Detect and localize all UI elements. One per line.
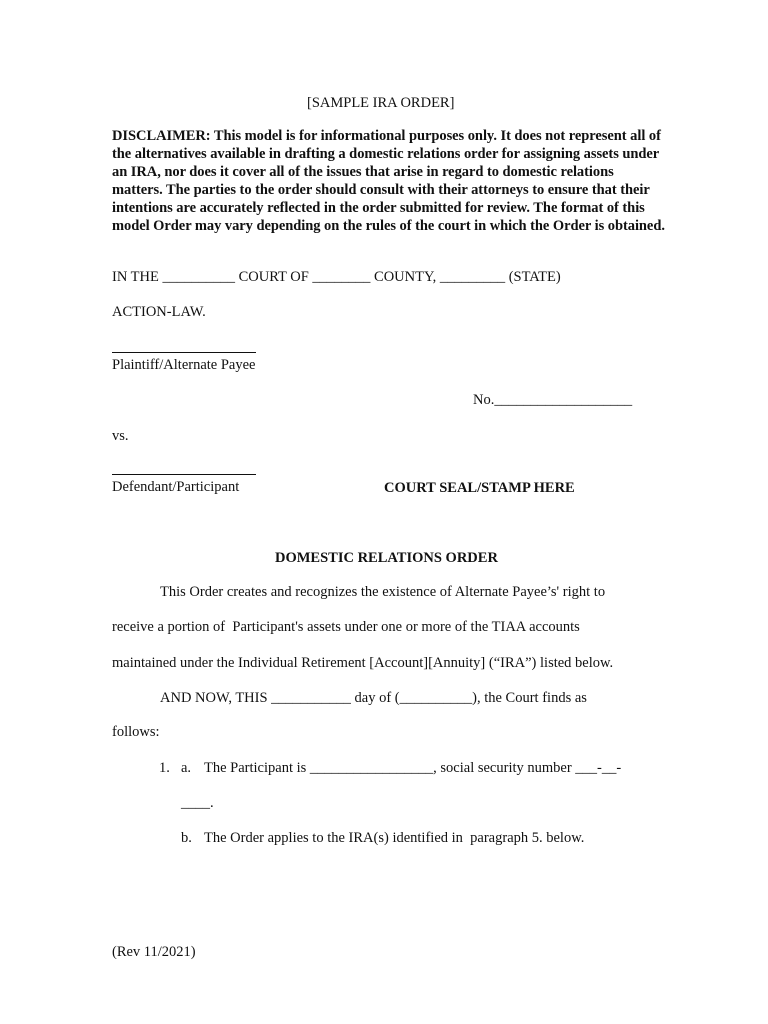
defendant-label: Defendant/Participant [112, 479, 240, 495]
versus-text: vs. [112, 428, 129, 444]
disclaimer-line: an IRA, nor does it cover all of the issues that arise in regard to domestic relations [112, 163, 614, 180]
court-seal-placeholder: COURT SEAL/STAMP HERE [384, 480, 575, 496]
defendant-signature-line [112, 474, 256, 475]
item-letter: a. [181, 760, 192, 776]
disclaimer-paragraph [112, 128, 665, 235]
disclaimer-line: intentions are accurately reflected in the order submitted for review. The format of this [112, 199, 645, 216]
case-number-field: No.___________________ [473, 392, 633, 408]
disclaimer-line: DISCLAIMER: This model is for informational purposes only. It does not represent all of [112, 128, 661, 144]
item-number: 1. [159, 760, 170, 776]
document-title: [SAMPLE IRA ORDER] [307, 95, 455, 111]
item-letter: b. [181, 830, 192, 846]
plaintiff-label: Plaintiff/Alternate Payee [112, 357, 256, 373]
paragraph-line: follows: [112, 724, 160, 740]
paragraph-line: maintained under the Individual Retirement [Account][Annuity] (“IRA”) listed below. [112, 655, 614, 671]
court-caption-line: IN THE __________ COURT OF ________ COUNTY, _________ (STATE) [112, 269, 561, 285]
item-text-continuation: ____. [181, 795, 214, 811]
paragraph-line: This Order creates and recognizes the existence of Alternate Payee’s' right to [160, 584, 606, 600]
revision-footer: (Rev 11/2021) [112, 944, 196, 960]
paragraph-line: AND NOW, THIS ___________ day of (__________), the Court finds as [160, 690, 587, 706]
order-heading: DOMESTIC RELATIONS ORDER [275, 550, 498, 566]
action-law-text: ACTION-LAW. [112, 304, 206, 320]
item-text: The Participant is _________________, social security number ___-__- [204, 760, 622, 776]
disclaimer-line: model Order may vary depending on the rules of the court in which the Order is obtained. [112, 217, 665, 234]
paragraph-line: receive a portion of Participant's assets under one or more of the TIAA accounts [112, 619, 580, 635]
plaintiff-signature-line [112, 352, 256, 353]
disclaimer-line: matters. The parties to the order should consult with their attorneys to ensure that their [112, 181, 650, 198]
disclaimer-line: the alternatives available in drafting a domestic relations order for assigning assets under [112, 145, 660, 162]
item-text: The Order applies to the IRA(s) identified in paragraph 5. below. [204, 830, 585, 846]
